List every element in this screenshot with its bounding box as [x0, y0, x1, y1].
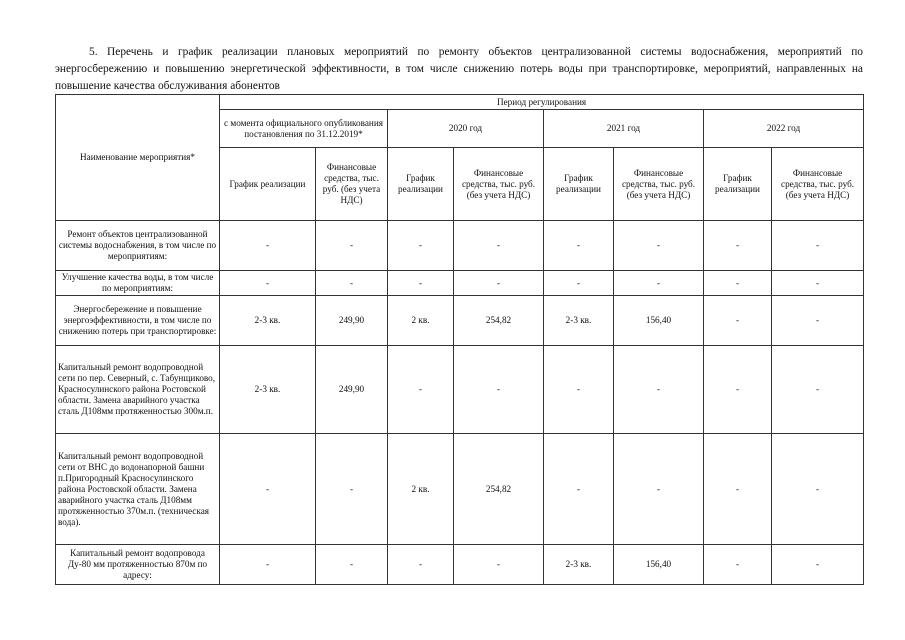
table-cell: - [220, 545, 316, 585]
finance-header: Финансовые средства, тыс. руб. (без учета НДС) [614, 148, 704, 221]
table-cell: 2-3 кв. [220, 346, 316, 434]
table-row [56, 545, 864, 585]
table-cell: - [316, 271, 388, 296]
table-cell: 249,90 [316, 346, 388, 434]
table-cell: - [704, 545, 772, 585]
table-cell: - [772, 271, 864, 296]
measure-name: Капитальный ремонт водопровода Ду-80 мм протяженностью 870м по адресу: [56, 545, 220, 585]
table-cell: 156,40 [614, 545, 704, 585]
table-row [56, 271, 864, 296]
table-cell: 2-3 кв. [544, 545, 614, 585]
table-cell: - [704, 346, 772, 434]
period-header-2020: 2020 год [388, 110, 544, 148]
table-cell: - [316, 434, 388, 545]
measure-name: Ремонт объектов централизованной системы водоснабжения, в том числе по мероприятиям: [56, 221, 220, 271]
table-cell: - [614, 221, 704, 271]
table-row [56, 434, 864, 545]
table-cell: 2-3 кв. [220, 296, 316, 346]
table-cell: - [704, 271, 772, 296]
heading-text: 5. Перечень и график реализации плановых мероприятий по ремонту объектов централизованной системы водоснабжения, мероприятий по энергосбережению и повышению энергетической эффективности, в том числе снижению потерь воды при транспортировке, мероприятий, направленных на повышение качества обслуживания абонентов [55, 46, 863, 92]
period-header-2021: 2021 год [544, 110, 704, 148]
table-cell: - [220, 221, 316, 271]
finance-header: Финансовые средства, тыс. руб. (без учета НДС) [316, 148, 388, 221]
schedule-header: График реализации [388, 148, 454, 221]
table-cell: - [772, 346, 864, 434]
table-cell: - [772, 545, 864, 585]
measure-name: Капитальный ремонт водопроводной сети по пер. Северный, с. Табунщиково, Красносулинского района Ростовской области. Замена аварийного участка сталь Д108мм протяженностью 300м.п. [56, 346, 220, 434]
name-header: Наименование мероприятия* [56, 95, 220, 221]
measure-name: Улучшение качества воды, в том числе по мероприятиям: [56, 271, 220, 296]
table-cell: - [454, 271, 544, 296]
finance-header: Финансовые средства, тыс. руб. (без учета НДС) [772, 148, 864, 221]
table-cell: - [316, 545, 388, 585]
measure-name: Энергосбережение и повышение энергоэффективности, в том числе по снижению потерь при транспортировке: [56, 296, 220, 346]
header-row-1 [56, 95, 864, 110]
table-cell: - [704, 296, 772, 346]
table-row [56, 346, 864, 434]
table-cell: - [388, 346, 454, 434]
table-cell: 254,82 [454, 296, 544, 346]
schedule-header: График реализации [704, 148, 772, 221]
table-row [56, 296, 864, 346]
table-cell: 254,82 [454, 434, 544, 545]
table-cell: - [704, 221, 772, 271]
table-cell: 156,40 [614, 296, 704, 346]
table-row [56, 221, 864, 271]
table-cell: - [388, 271, 454, 296]
table-cell: - [772, 296, 864, 346]
table-cell: 2 кв. [388, 434, 454, 545]
measure-name: Капитальный ремонт водопроводной сети от ВНС до водонапорной башни п.Пригородный Красносулинского района Ростовской области. Замена аварийного участка сталь Д108мм протяженностью 370м.п. (техническая вода). [56, 434, 220, 545]
schedule-header: График реализации [220, 148, 316, 221]
table-cell: - [454, 545, 544, 585]
table-cell: - [544, 221, 614, 271]
table-cell: 2 кв. [388, 296, 454, 346]
period-header-2022: 2022 год [704, 110, 864, 148]
table-cell: - [220, 271, 316, 296]
table-cell: - [544, 271, 614, 296]
table-cell: - [614, 346, 704, 434]
period-header-2019: с момента официального опубликования постановления по 31.12.2019* [220, 110, 388, 148]
table-cell: - [544, 346, 614, 434]
table-cell: - [772, 221, 864, 271]
table-cell: - [388, 545, 454, 585]
finance-header: Финансовые средства, тыс. руб. (без учета НДС) [454, 148, 544, 221]
table-cell: - [614, 271, 704, 296]
schedule-header: График реализации [544, 148, 614, 221]
table-cell: 249,90 [316, 296, 388, 346]
table-cell: - [316, 221, 388, 271]
section-heading [55, 44, 863, 95]
table-cell: - [772, 434, 864, 545]
period-header: Период регулирования [220, 95, 864, 110]
table-cell: - [544, 434, 614, 545]
table-cell: 2-3 кв. [544, 296, 614, 346]
table-cell: - [220, 434, 316, 545]
table-cell: - [704, 434, 772, 545]
measures-table [55, 94, 864, 585]
table-cell: - [388, 221, 454, 271]
table-cell: - [454, 221, 544, 271]
table-cell: - [454, 346, 544, 434]
table-cell: - [614, 434, 704, 545]
